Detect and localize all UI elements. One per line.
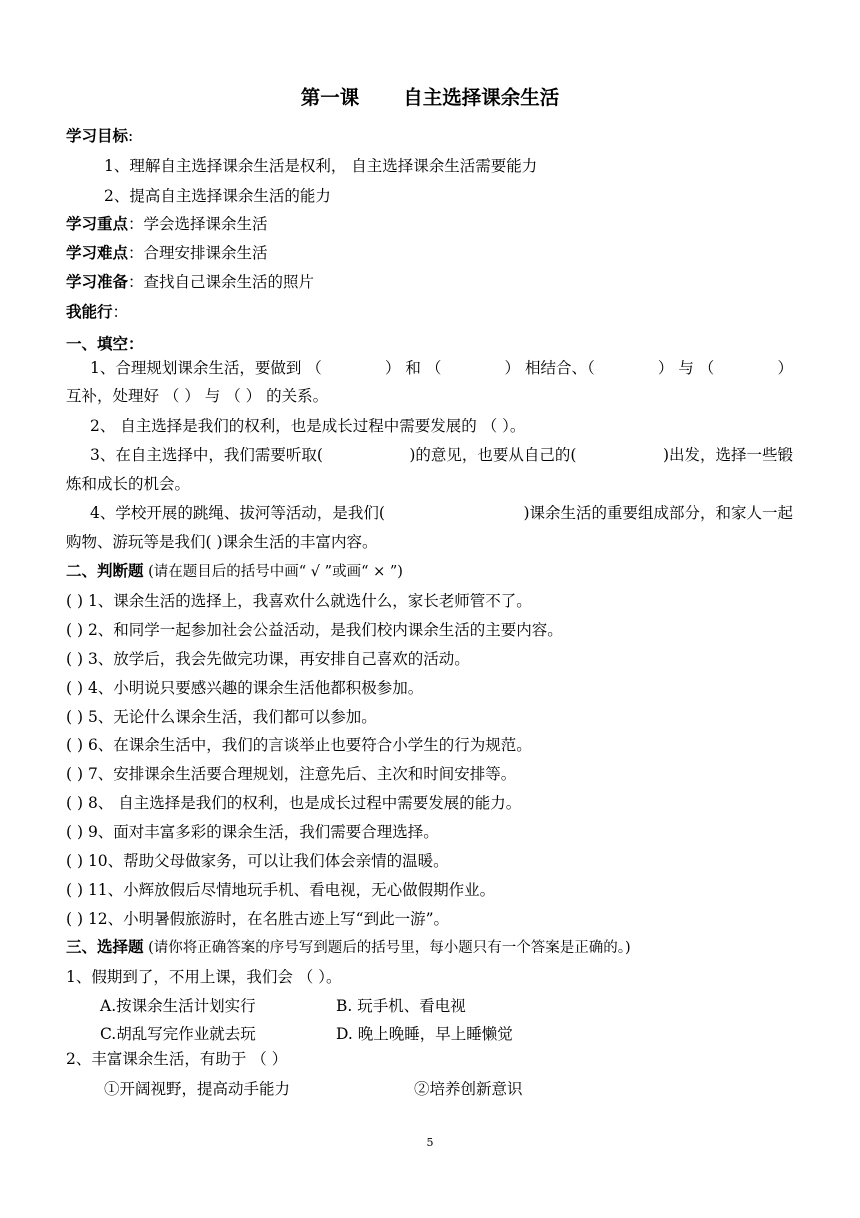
judge-item: ( ) 1、课余生活的选择上，我喜欢什么就选什么，家长老师管不了。 (66, 592, 532, 610)
fill-question-1-line-1 (90, 358, 793, 378)
judge-heading (66, 561, 403, 582)
fill-q3-part-1: 3、在自主选择中，我们需要听取( (90, 446, 323, 464)
fill-q1-part-5: ） (777, 359, 793, 377)
objectives-colon: : (128, 127, 134, 145)
page-number: 5 (426, 1136, 434, 1149)
fill-q4-part-1: 4、学校开展的跳绳、拔河等活动，是我们( (90, 504, 385, 522)
choice-q2-option-2: ②培养创新意识 (414, 1080, 523, 1098)
judge-item: ( ) 8、 自主选择是我们的权利，也是成长过程中需要发展的能力。 (66, 794, 522, 812)
objectives-heading (66, 126, 133, 146)
choice-q2-option-1: ①开阔视野，提高动手能力 (104, 1080, 291, 1098)
objective-item-1: 1、理解自主选择课余生活是权利， 自主选择课余生活需要能力 (104, 157, 538, 175)
difficulty-label: 学习难点 (66, 244, 129, 262)
fill-question-3-line-2: 炼和成长的机会。 (66, 475, 191, 493)
judge-item: ( ) 11、小辉放假后尽情地玩手机、看电视，无心做假期作业。 (66, 881, 496, 899)
judge-item: ( ) 3、放学后，我会先做完功课，再安排自己喜欢的活动。 (66, 650, 470, 668)
fill-q1-part-4: ） 与 （ (657, 359, 715, 377)
judge-instruction: (请在题目后的括号中画“ √ ”或画“ × ”) (143, 564, 403, 580)
fill-heading: 一、填空： (66, 335, 144, 353)
difficulty (66, 243, 268, 263)
judge-item: ( ) 2、和同学一起参加社会公益活动，是我们校内课余生活的主要内容。 (66, 621, 563, 639)
judge-item: ( ) 9、面对丰富多彩的课余生活，我们需要合理选择。 (66, 823, 439, 841)
judge-item: ( ) 4、小明说只要感兴趣的课余生活他都积极参加。 (66, 679, 424, 697)
fill-q1-part-2: ） 和 （ (384, 359, 442, 377)
preparation-label: 学习准备 (66, 273, 129, 291)
fill-question-3-line-1 (90, 445, 793, 465)
key-point-text: ：学会选择课余生活 (128, 215, 268, 233)
can-do-text: ： (112, 303, 129, 321)
lesson-topic: 自主选择课余生活 (403, 86, 560, 109)
fill-question-4-line-2: 购物、游玩等是我们( )课余生活的丰富内容。 (66, 533, 378, 551)
judge-item: ( ) 6、在课余生活中，我们的言谈举止也要符合小学生的行为规范。 (66, 736, 532, 754)
objectives-label: 学习目标 (66, 127, 129, 145)
choice-question-2: 2、丰富课余生活，有助于 （ ） (66, 1050, 288, 1068)
objective-item-2: 2、提高自主选择课余生活的能力 (104, 187, 331, 205)
choice-heading (66, 937, 631, 958)
choice-heading-label: 三、选择题 (66, 938, 144, 956)
key-point-label: 学习重点 (66, 215, 129, 233)
difficulty-text: ：合理安排课余生活 (128, 244, 268, 262)
preparation-text: ：查找自己课余生活的照片 (128, 273, 315, 291)
fill-question-1-line-2: 互补，处理好 （ ） 与 （ ） 的关系。 (66, 387, 329, 405)
fill-question-2: 2、 自主选择是我们的权利，也是成长过程中需要发展的 （ ）。 (90, 417, 526, 435)
fill-q1-part-1: 1、合理规划课余生活，要做到 （ (90, 359, 322, 377)
judge-item: ( ) 7、安排课余生活要合理规划，注意先后、主次和时间安排等。 (66, 765, 517, 783)
judge-item: ( ) 10、帮助父母做家务，可以让我们体会亲情的温暖。 (66, 852, 449, 870)
fill-q4-part-2: )课余生活的重要组成部分，和家人一起 (523, 504, 793, 522)
page-title (0, 82, 860, 110)
fill-q3-part-2: )的意见，也要从自己的( (409, 446, 577, 464)
lesson-number: 第一课 (300, 86, 360, 109)
choice-q1-option-d: D. 晚上晚睡，早上睡懒觉 (336, 1025, 513, 1043)
preparation (66, 272, 314, 292)
choice-q1-option-a: A.按课余生活计划实行 (100, 997, 256, 1015)
judge-item: ( ) 12、小明暑假旅游时，在名胜古迹上写“到此一游”。 (66, 910, 450, 928)
fill-q1-part-3: ） 相结合、（ (504, 359, 595, 377)
choice-instruction: (请你将正确答案的序号写到题后的括号里，每小题只有一个答案是正确的。) (143, 940, 631, 956)
judge-item: ( ) 5、无论什么课余生活，我们都可以参加。 (66, 708, 377, 726)
can-do (66, 302, 128, 322)
choice-q1-option-c: C.胡乱写完作业就去玩 (100, 1025, 256, 1043)
choice-question-1: 1、假期到了，不用上课，我们会 （ ）。 (66, 968, 342, 986)
key-point (66, 214, 268, 234)
fill-question-4-line-1 (90, 503, 793, 523)
judge-heading-label: 二、判断题 (66, 562, 144, 580)
can-do-label: 我能行 (66, 303, 113, 321)
choice-q1-option-b: B. 玩手机、看电视 (336, 997, 466, 1015)
fill-q3-part-3: )出发，选择一些锻 (662, 446, 793, 464)
